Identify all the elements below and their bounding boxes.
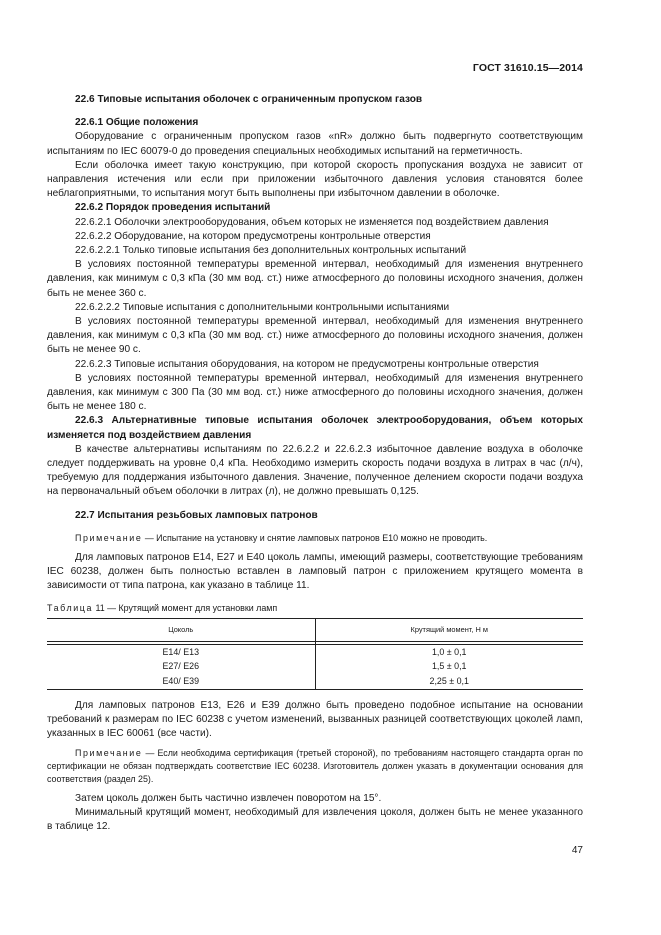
- paragraph: Оборудование с ограниченным пропуском газов «nR» должно быть подвергнуто соответствующим испытаниям по IEC 60079-0 до проведения специальных необходимых испытаний на герметичность.: [47, 131, 583, 157]
- table-caption-text: 11 — Крутящий момент для установки ламп: [93, 603, 278, 614]
- section-22-7-title: 22.7 Испытания резьбовых ламповых патронов: [75, 509, 318, 521]
- section-22-6-title: 22.6 Типовые испытания оболочек с ограниченным пропуском газов: [75, 94, 423, 105]
- note: [47, 532, 583, 545]
- table-row: [47, 674, 583, 690]
- paragraph: В условиях постоянной температуры временной интервал, необходимый для изменения внутреннего давления, как минимум с 0,3 кПа (30 мм вод. ст.) ниже атмосферного до половины исходного значения, должен быть не менее 90 с.: [47, 316, 583, 356]
- paragraph: 22.6.2.3 Типовые испытания оборудования, на котором не предусмотрены контрольные отверстия: [75, 358, 539, 370]
- note-text: — Испытание на установку и снятие ламповых патронов E10 можно не проводить.: [142, 532, 488, 543]
- note-text: — Если необходима сертификация (третьей стороной), по требованиям настоящего стандарта орган по сертификации не обязан подтверждать соответствие IEC 60238. Изготовитель должен указать в документации основания для соответствия (раздел 25).: [47, 748, 583, 784]
- note-label: Примечание: [75, 532, 143, 543]
- subsection-22-6-2-title: 22.6.2 Порядок проведения испытаний: [75, 202, 271, 214]
- paragraph: В условиях постоянной температуры временной интервал, необходимый для изменения внутреннего давления, как минимум с 0,3 кПа (30 мм вод. ст.) ниже атмосферного до половины исходного значения, должен быть не менее 360 с.: [47, 259, 583, 299]
- torque-cell: 1,0 ± 0,1: [432, 647, 467, 658]
- column-header-cap: Цоколь: [47, 619, 315, 642]
- paragraph: Для ламповых патронов Е13, Е26 и Е39 должно быть проведено подобное испытание на основании требований к размерам по IEC 60238 с учетом изменений, вызванных разницей соответствующих цоколей ламп, указанных в IEC 60061 (все части).: [47, 699, 583, 739]
- note: [47, 747, 583, 785]
- table-caption: [47, 602, 583, 615]
- torque-cell: 1,5 ± 0,1: [432, 661, 467, 672]
- paragraph: 22.6.2.2.2 Типовые испытания с дополнительными контрольными испытаниями: [75, 301, 450, 313]
- note-label: Примечание: [75, 748, 143, 759]
- column-header-torque: Крутящий момент, Н м: [315, 619, 583, 642]
- table-caption-label: Таблица: [47, 603, 93, 614]
- document-body: [47, 93, 583, 834]
- paragraph: В качестве альтернативы испытаниям по 22.6.2.2 и 22.6.2.3 избыточное давление воздуха в оболочке следует поддерживать на уровне 0,4 кПа. Необходимо измерить скорость подачи воздуха в литрах в час (л/ч), требуемую для поддержания избыточного давления. Значение, полученное делением скорости подачи воздуха на первоначальный объем оболочки в литрах (л), не должно превышать 0,125.: [47, 443, 583, 498]
- paragraph: Затем цоколь должен быть частично извлечен поворотом на 15°.: [75, 792, 382, 804]
- paragraph: Для ламповых патронов Е14, Е27 и Е40 цоколь лампы, имеющий размеры, соответствующие требованиям IEC 60238, должен быть полностью вставлен в ламповый патрон с приложением крутящего момента в зависимости от типа патрона, как указано в таблице 11.: [47, 551, 583, 592]
- paragraph: В условиях постоянной температуры временной интервал, необходимый для изменения внутреннего давления, как минимум с 300 Па (30 мм вод. ст.) ниже атмосферного до половины исходного значения, должен быть не менее 180 с.: [47, 372, 583, 413]
- cap-cell: Е40/ Е39: [47, 674, 315, 690]
- cap-cell: Е27/ Е26: [47, 659, 315, 673]
- subsection-22-6-1-title: 22.6.1 Общие положения: [75, 117, 199, 129]
- page-number: 47: [571, 845, 583, 856]
- paragraph: 22.6.2.2.1 Только типовые испытания без дополнительных контрольных испытаний: [75, 245, 467, 257]
- torque-cell: 2,25 ± 0,1: [315, 674, 583, 690]
- paragraph: 22.6.2.2 Оборудование, на котором предусмотрены контрольные отверстия: [75, 230, 431, 242]
- subsection-22-6-3-title: 22.6.3 Альтернативные типовые испытания оболочек электрооборудования, объем которых изменяется под воздействием давления: [47, 415, 583, 441]
- table-row: [47, 659, 583, 673]
- paragraph: 22.6.2.1 Оболочки электрооборудования, объем которых не изменяется под воздействием давления: [75, 216, 549, 228]
- paragraph: Если оболочка имеет такую конструкцию, при которой скорость пропускания воздуха не зависит от направления истечения или если при приложении избыточного давления условия становятся более неблагоприятными, то испытания могут быть выполнены при избыточном давлении в оболочке.: [47, 159, 583, 200]
- torque-table: [47, 618, 583, 689]
- cap-cell: Е14/ Е13: [47, 645, 315, 660]
- paragraph: Минимальный крутящий момент, необходимый для извлечения цоколя, должен быть не менее указанного в таблице 12.: [47, 806, 583, 832]
- table-row: [47, 645, 583, 660]
- document-code: ГОСТ 31610.15—2014: [472, 62, 583, 74]
